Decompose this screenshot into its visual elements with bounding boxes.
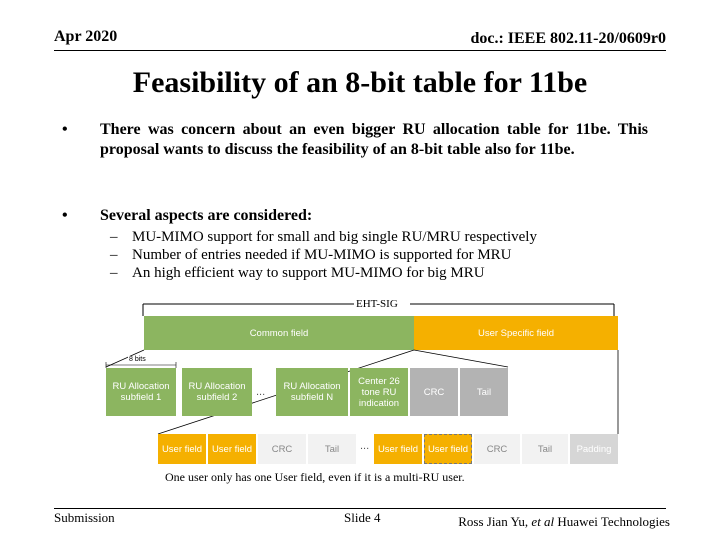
user-tail-box-2: Tail [522, 434, 568, 464]
bullet-text-1: There was concern about an even bigger RU allocation table for 11be. This proposal wants to discuss the feasibility of an 8-bit table also for 11be. [100, 121, 648, 158]
ru-allocation-subfield-1: RU Allocation subfield 1 [106, 368, 176, 416]
common-tail-box: Tail [460, 368, 508, 416]
user-field-box-3: User field [374, 434, 422, 464]
footer-divider [54, 508, 666, 509]
bottom-dots: ... [360, 440, 370, 452]
user-crc-box-1: CRC [258, 434, 306, 464]
bullet-text-2: Several aspects are considered: [100, 207, 313, 224]
sub-bullet-3: – An high efficient way to support MU-MIMO for big MRU [110, 265, 485, 281]
center-26-tone-ru-indication: Center 26 tone RU indication [350, 368, 408, 416]
footer-submission: Submission [54, 510, 115, 525]
user-crc-box-2: CRC [474, 434, 520, 464]
footer-slide-number: Slide 4 [344, 510, 381, 525]
user-field-box-1: User field [158, 434, 206, 464]
figure-caption: One user only has one User field, even if it is a multi-RU user. [165, 470, 465, 484]
user-field-box-2: User field [208, 434, 256, 464]
middle-dots: ... [256, 386, 266, 398]
header-date: Apr 2020 [54, 28, 118, 45]
eht-sig-label: EHT-SIG [356, 298, 398, 310]
bits-label: 8 bits [129, 356, 146, 363]
user-field-box-4: User field [424, 434, 472, 464]
user-tail-box-1: Tail [308, 434, 356, 464]
bullet-marker-1: • [62, 121, 68, 138]
sub-bullet-2: – Number of entries needed if MU-MIMO is supported for MRU [110, 247, 512, 263]
ru-allocation-subfield-n: RU Allocation subfield N [276, 368, 348, 416]
footer-author: Ross Jian Yu, et al Huawei Technologies [458, 514, 670, 529]
padding-box: Padding [570, 434, 618, 464]
user-specific-field-box: User Specific field [414, 316, 618, 350]
sub-bullet-1: – MU-MIMO support for small and big single RU/MRU respectively [110, 229, 537, 245]
common-crc-box: CRC [410, 368, 458, 416]
ru-allocation-subfield-2: RU Allocation subfield 2 [182, 368, 252, 416]
bullet-marker-2: • [62, 207, 68, 224]
header-doc-id: doc.: IEEE 802.11-20/0609r0 [470, 30, 666, 47]
common-field-box: Common field [144, 316, 414, 350]
slide-title: Feasibility of an 8-bit table for 11be [132, 66, 588, 99]
